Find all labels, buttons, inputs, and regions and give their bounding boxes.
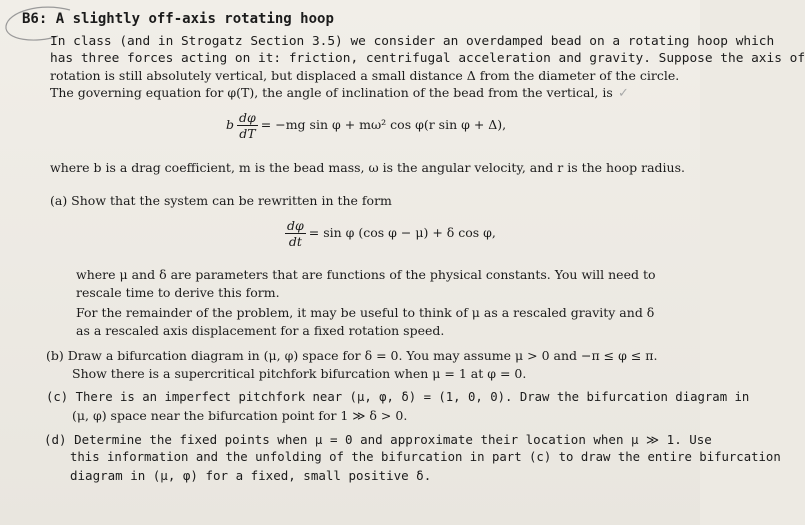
- problem-heading: [22, 12, 334, 27]
- governing-equation: [226, 110, 506, 141]
- intro-line-4: The governing equation for φ(T), the angle of inclination of the bead from the vertical, is: [50, 85, 613, 100]
- problem-label: B6:: [22, 11, 48, 27]
- where-line: where b is a drag coefficient, m is the bead mass, ω is the angular velocity, and r is the hoop radius.: [50, 160, 685, 175]
- part-a-body-1: where μ and δ are parameters that are functions of the physical constants. You will need to: [76, 267, 656, 282]
- eq2-rhs: = sin φ (cos φ − μ) + δ cos φ,: [308, 225, 496, 240]
- part-d-line-2: this information and the unfolding of the bifurcation in part (c) to draw the entire bifurcation: [70, 450, 781, 464]
- eq1-fraction: [237, 110, 258, 141]
- part-c-line-2: (μ, φ) space near the bifurcation point for 1 ≫ δ > 0.: [72, 408, 408, 423]
- part-b-line-1: (b) Draw a bifurcation diagram in (μ, φ) space for δ = 0. You may assume μ > 0 and −π ≤ φ ≤ π.: [46, 348, 658, 363]
- intro-line-1: In class (and in Strogatz Section 3.5) we consider an overdamped bead on a rotating hoop which: [50, 34, 775, 49]
- problem-title: A slightly off-axis rotating hoop: [55, 11, 334, 27]
- check-mark-icon: ✓: [618, 86, 629, 101]
- part-d-line-3: diagram in (μ, φ) for a fixed, small positive δ.: [70, 468, 432, 483]
- part-d-line-1: (d) Determine the fixed points when μ = 0 and approximate their location when μ ≫ 1. Use: [44, 432, 712, 447]
- eq2-denominator: dt: [288, 234, 302, 249]
- part-b-line-2: Show there is a supercritical pitchfork bifurcation when μ = 1 at φ = 0.: [72, 366, 527, 381]
- eq1-rhs: = −mg sin φ + mω² cos φ(r sin φ + Δ),: [260, 117, 507, 132]
- eq2-fraction: [285, 218, 306, 249]
- eq1-coefficient: b: [226, 117, 235, 132]
- intro-line-2: has three forces acting on it: friction, centrifugal acceleration and gravity. Suppose the axis of: [50, 51, 805, 66]
- eq1-denominator: dT: [239, 126, 256, 141]
- part-a-body-2: rescale time to derive this form.: [76, 285, 280, 300]
- part-a-line-1: (a) Show that the system can be rewritten in the form: [50, 193, 392, 208]
- part-a-body-3: For the remainder of the problem, it may be useful to think of μ as a rescaled gravity and δ: [76, 305, 655, 320]
- eq2-numerator: dφ: [287, 218, 304, 233]
- intro-line-3: rotation is still absolutely vertical, but displaced a small distance Δ from the diameter of the circle.: [50, 68, 680, 83]
- eq1-numerator: dφ: [239, 110, 256, 125]
- rescaled-equation: [282, 218, 496, 249]
- part-a-body-4: as a rescaled axis displacement for a fixed rotation speed.: [76, 323, 445, 338]
- part-c-line-1: (c) There is an imperfect pitchfork near (μ, φ, δ) = (1, 0, 0). Draw the bifurcation diagram in: [46, 390, 750, 404]
